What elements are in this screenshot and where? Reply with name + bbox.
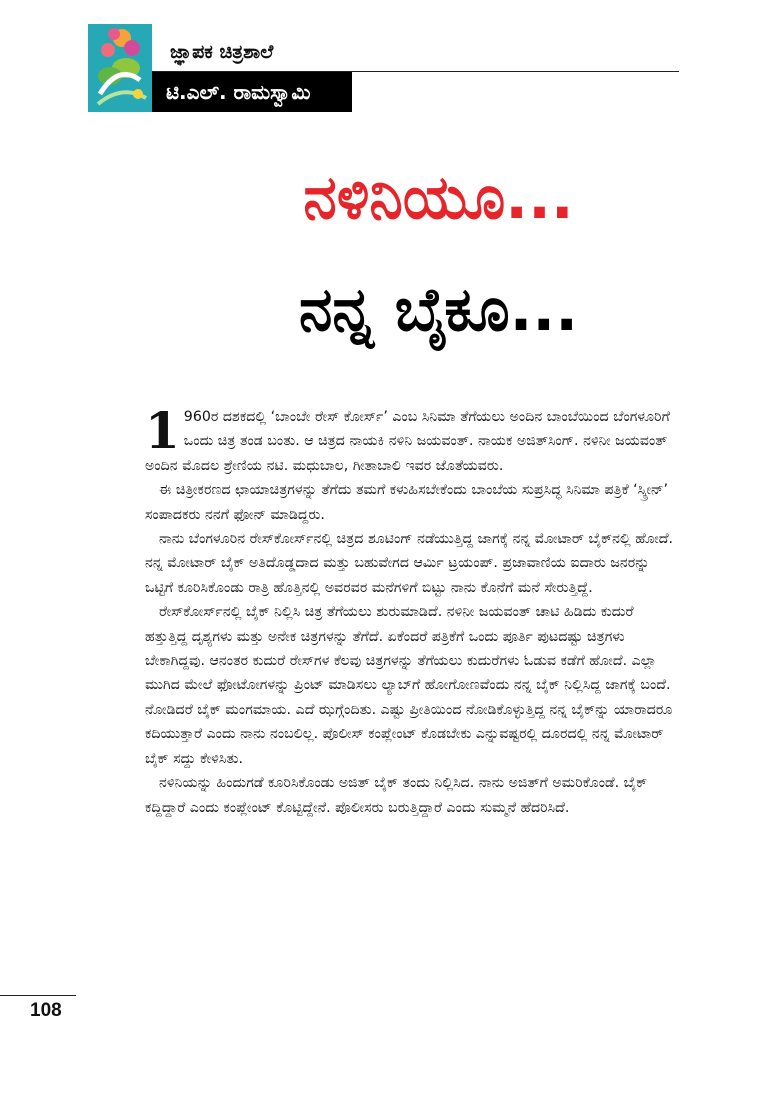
series-title: ಜ್ಞಾಪಕ ಚಿತ್ರಶಾಲೆ: [170, 41, 274, 63]
author-name: ಟಿ.ಎಲ್. ರಾಮಸ್ವಾಮಿ: [152, 72, 352, 112]
article-paragraph: ರೇಸ್‌ಕೋರ್ಸ್‌ನಲ್ಲಿ ಬೈಕ್ ನಿಲ್ಲಿಸಿ ಚಿತ್ರ ತೆಗೆಯಲು ಶುರುಮಾಡಿದೆ. ನಳಿನೀ ಜಯವಂತ್ ಚಾಟಿ ಹಿಡಿದು ಕುದುರೆ ಹತ್ತುತ್ತಿದ್ದ ದೃಶ್ಯಗಳು ಮತ್ತು ಅನೇಕ ಚಿತ್ರಗಳನ್ನು ತೆಗೆದೆ. ಏಕೆಂದರೆ ಪತ್ರಿಕೆಗೆ ಒಂದು ಪೂರ್ತಿ ಪುಟದಷ್ಟು ಚಿತ್ರಗಳು ಬೇಕಾಗಿದ್ದವು. ಆನಂತರ ಕುದುರೆ ರೇಸ್‌ಗಳ ಕೆಲವು ಚಿತ್ರಗಳನ್ನು ತೆಗೆಯಲು ಕುದುರೆಗಳು ಓಡುವ ಕಡೆಗೆ ಹೋದೆ. ಎಲ್ಲಾ ಮುಗಿದ ಮೇಲೆ ಫೋಟೋಗಳನ್ನು ಪ್ರಿಂಟ್ ಮಾಡಿಸಲು ಲ್ಯಾಬ್‌ಗೆ ಹೋಗೋಣವೆಂದು ನನ್ನ ಬೈಕ್ ನಿಲ್ಲಿಸಿದ್ದ ಜಾಗಕ್ಕೆ ಬಂದೆ. ನೋಡಿದರೆ ಬೈಕ್ ಮಂಗಮಾಯ. ಎದೆ ಝಗ್ಗೆಂದಿತು. ಎಷ್ಟು ಪ್ರೀತಿಯಿಂದ ನೋಡಿಕೊಳ್ಳುತ್ತಿದ್ದ ನನ್ನ ಬೈಕ್‌ನ್ನು ಯಾರಾದರೂ ಕದಿಯುತ್ತಾರೆ ಎಂದು ನಾನು ನಂಬಲಿಲ್ಲ. ಪೊಲೀಸ್ ಕಂಪ್ಲೇಂಟ್ ಕೊಡಬೇಕು ಎನ್ನುವಷ್ಟರಲ್ಲಿ ದೂರದಲ್ಲಿ ನನ್ನ ಮೋಟಾರ್ ಬೈಕ್ ಸದ್ದು ಕೇಳಿಸಿತು.: [145, 604, 673, 767]
article-paragraph: ನಾನು ಬೆಂಗಳೂರಿನ ರೇಸ್‌ಕೋರ್ಸ್‌ನಲ್ಲಿ ಚಿತ್ರದ ಶೂಟಿಂಗ್ ನಡೆಯುತ್ತಿದ್ದ ಜಾಗಕ್ಕೆ ನನ್ನ ಮೋಟಾರ್ ಬೈಕ್‌ನಲ್ಲಿ ಹೋದೆ. ನನ್ನ ಮೋಟಾರ್ ಬೈಕ್ ಅತಿದೊಡ್ಡದಾದ ಮತ್ತು ಬಹುವೇಗದ ಆರ್ಮಿ ಟ್ರಯಂಪ್. ಪ್ರಜಾವಾಣಿಯ ಐದಾರು ಜನರನ್ನು ಒಟ್ಟಿಗೆ ಕೂರಿಸಿಕೊಂಡು ರಾತ್ರಿ ಹೊತ್ತಿನಲ್ಲಿ ಅವರವರ ಮನೆಗಳಿಗೆ ಬಿಟ್ಟು ನಾನು ಕೊನೆಗೆ ಮನೆ ಸೇರುತ್ತಿದ್ದೆ.: [145, 531, 674, 596]
article-paragraph: ಈ ಚಿತ್ರೀಕರಣದ ಛಾಯಾಚಿತ್ರಗಳನ್ನು ತೆಗೆದು ತಮಗೆ ಕಳುಹಿಸಬೇಕೆಂದು ಬಾಂಬೆಯ ಸುಪ್ರಸಿದ್ಧ ಸಿನಿಮಾ ಪತ್ರಿಕೆ ‘ಸ್ಕ್ರೀನ್’ ಸಂಪಾದಕರು ನನಗೆ ಫೋನ್ ಮಾಡಿದ್ದರು.: [145, 482, 669, 523]
article-paragraph: ನಳಿನಿಯನ್ನು ಹಿಂದುಗಡೆ ಕೂರಿಸಿಕೊಂಡು ಅಜಿತ್ ಬೈಕ್ ತಂದು ನಿಲ್ಲಿಸಿದ. ನಾನು ಅಜಿತ್‌ಗೆ ಅಮರಿಕೊಂಡೆ. ಬೈಕ್ ಕದ್ದಿದ್ದಾರೆ ಎಂದು ಕಂಪ್ಲೇಂಟ್ ಕೊಟ್ಟಿದ್ದೇನೆ. ಪೊಲೀಸರು ಬರುತ್ತಿದ್ದಾರೆ ಎಂದು ಸುಮ್ಮನೆ ಹೆದರಿಸಿದೆ.: [145, 775, 648, 816]
article-body: [145, 401, 680, 820]
page-number: 108: [30, 1000, 62, 1021]
paragraph-text: 960ರ ದಶಕದಲ್ಲಿ ‘ಬಾಂಬೇ ರೇಸ್ ಕೋರ್ಸ್’ ಎಂಬ ಸಿನಿಮಾ ತೆಗೆಯಲು ಅಂದಿನ ಬಾಂಬೆಯಿಂದ ಬೆಂಗಳೂರಿಗೆ ಒಂದು ಚಿತ್ರ ತಂಡ ಬಂತು. ಆ ಚಿತ್ರದ ನಾಯಕಿ ನಳಿನಿ ಜಯವಂತ್. ನಾಯಕ ಅಜಿತ್‌ಸಿಂಗ್. ನಳಿನೀ ಜಯವಂತ್ ಅಂದಿನ ಮೊದಲ ಶ್ರೇಣಿಯ ನಟಿ. ಮಧುಬಾಲ, ಗೀತಾಬಾಲಿ ಇವರ ಜೊತೆಯವರು.: [145, 409, 670, 474]
drop-cap: 1: [145, 401, 180, 460]
article-paragraph: [145, 401, 680, 478]
headline-line-1: ನಳಿನಿಯೂ...: [303, 163, 574, 233]
headline-line-2: ನನ್ನ ಬೈಕೂ...: [299, 275, 578, 345]
flower-logo-icon: [88, 24, 152, 112]
footer-divider: [0, 995, 76, 996]
